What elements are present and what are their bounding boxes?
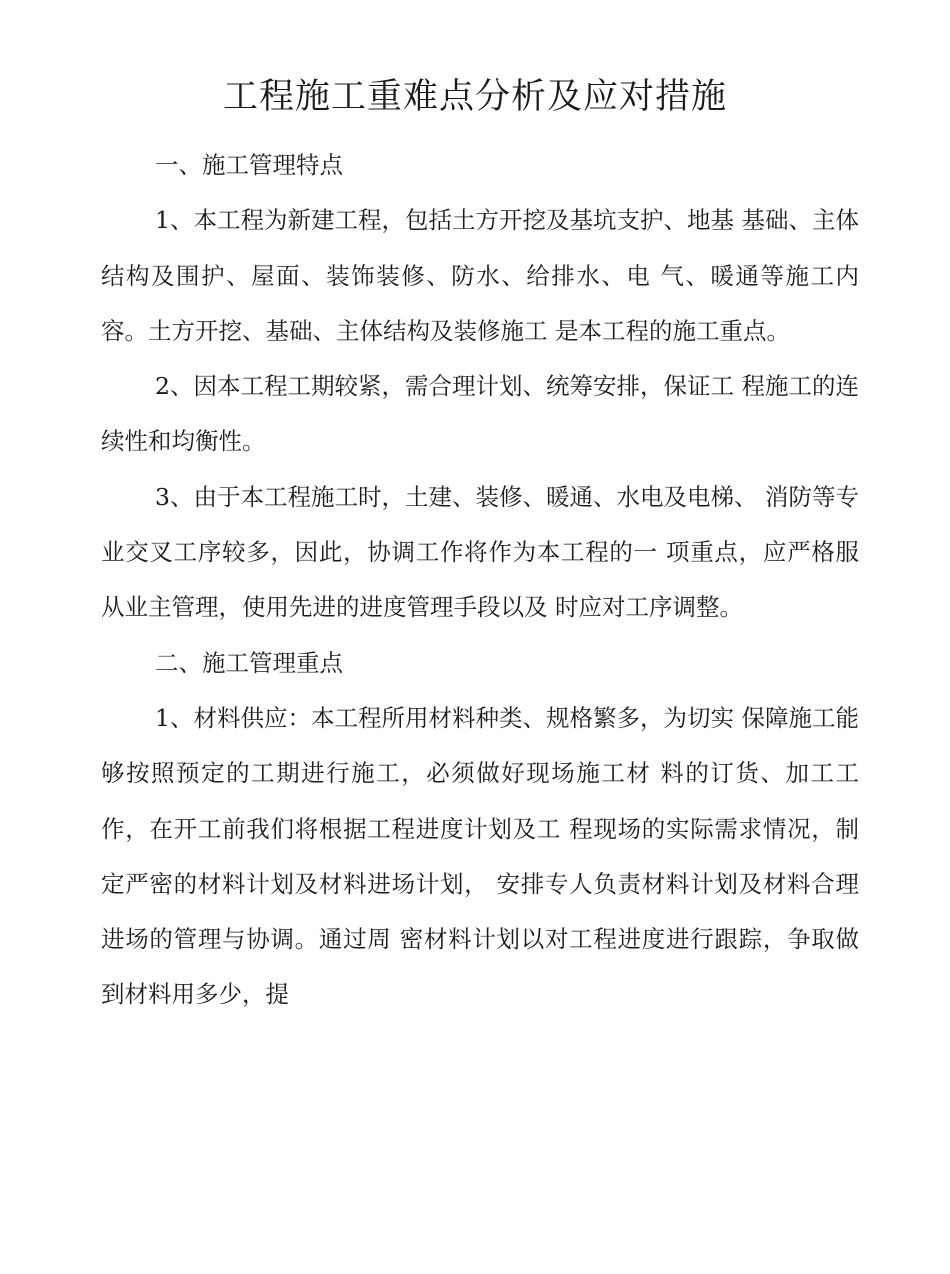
document-body xyxy=(101,138,859,1023)
page-title: 工程施工重难点分析及应对措施 xyxy=(222,77,727,117)
section-heading-1: 一、施工管理特点 xyxy=(155,151,344,179)
paragraph: 2、因本工程工期较紧，需合理计划、统筹安排，保证工 程施工的连续性和均衡性。 xyxy=(101,372,859,456)
paragraph: 1、材料供应：本工程所用材料种类、规格繁多，为切实 保障施工能够按照预定的工期进行施工，必须做好现场施工材 料的订货、加工工作，在开工前我们将根据工程进度计划及工 程现场的实际需求情况，制定严密的材料计划及材料进场计划， 安排专人负责材料计划及材料合理进场的管理与协调。通过周 密材料计划以对工程进度进行跟踪，争取做到材料用多少，提 xyxy=(101,703,859,1009)
paragraph: 1、本工程为新建工程，包括土方开挖及基坑支护、地基 基础、主体结构及围护、屋面、装饰装修、防水、给排水、电 气、暖通等施工内容。土方开挖、基础、主体结构及装修施工 是本工程的施工重点。 xyxy=(101,206,859,345)
section-heading-2: 二、施工管理重点 xyxy=(155,648,344,677)
paragraph: 3、由于本工程施工时，土建、装修、暖通、水电及电梯、 消防等专业交叉工序较多，因此，协调工作将作为本工程的一 项重点，应严格服从业主管理，使用先进的进度管理手段以及 时应对工序调整。 xyxy=(101,482,859,622)
